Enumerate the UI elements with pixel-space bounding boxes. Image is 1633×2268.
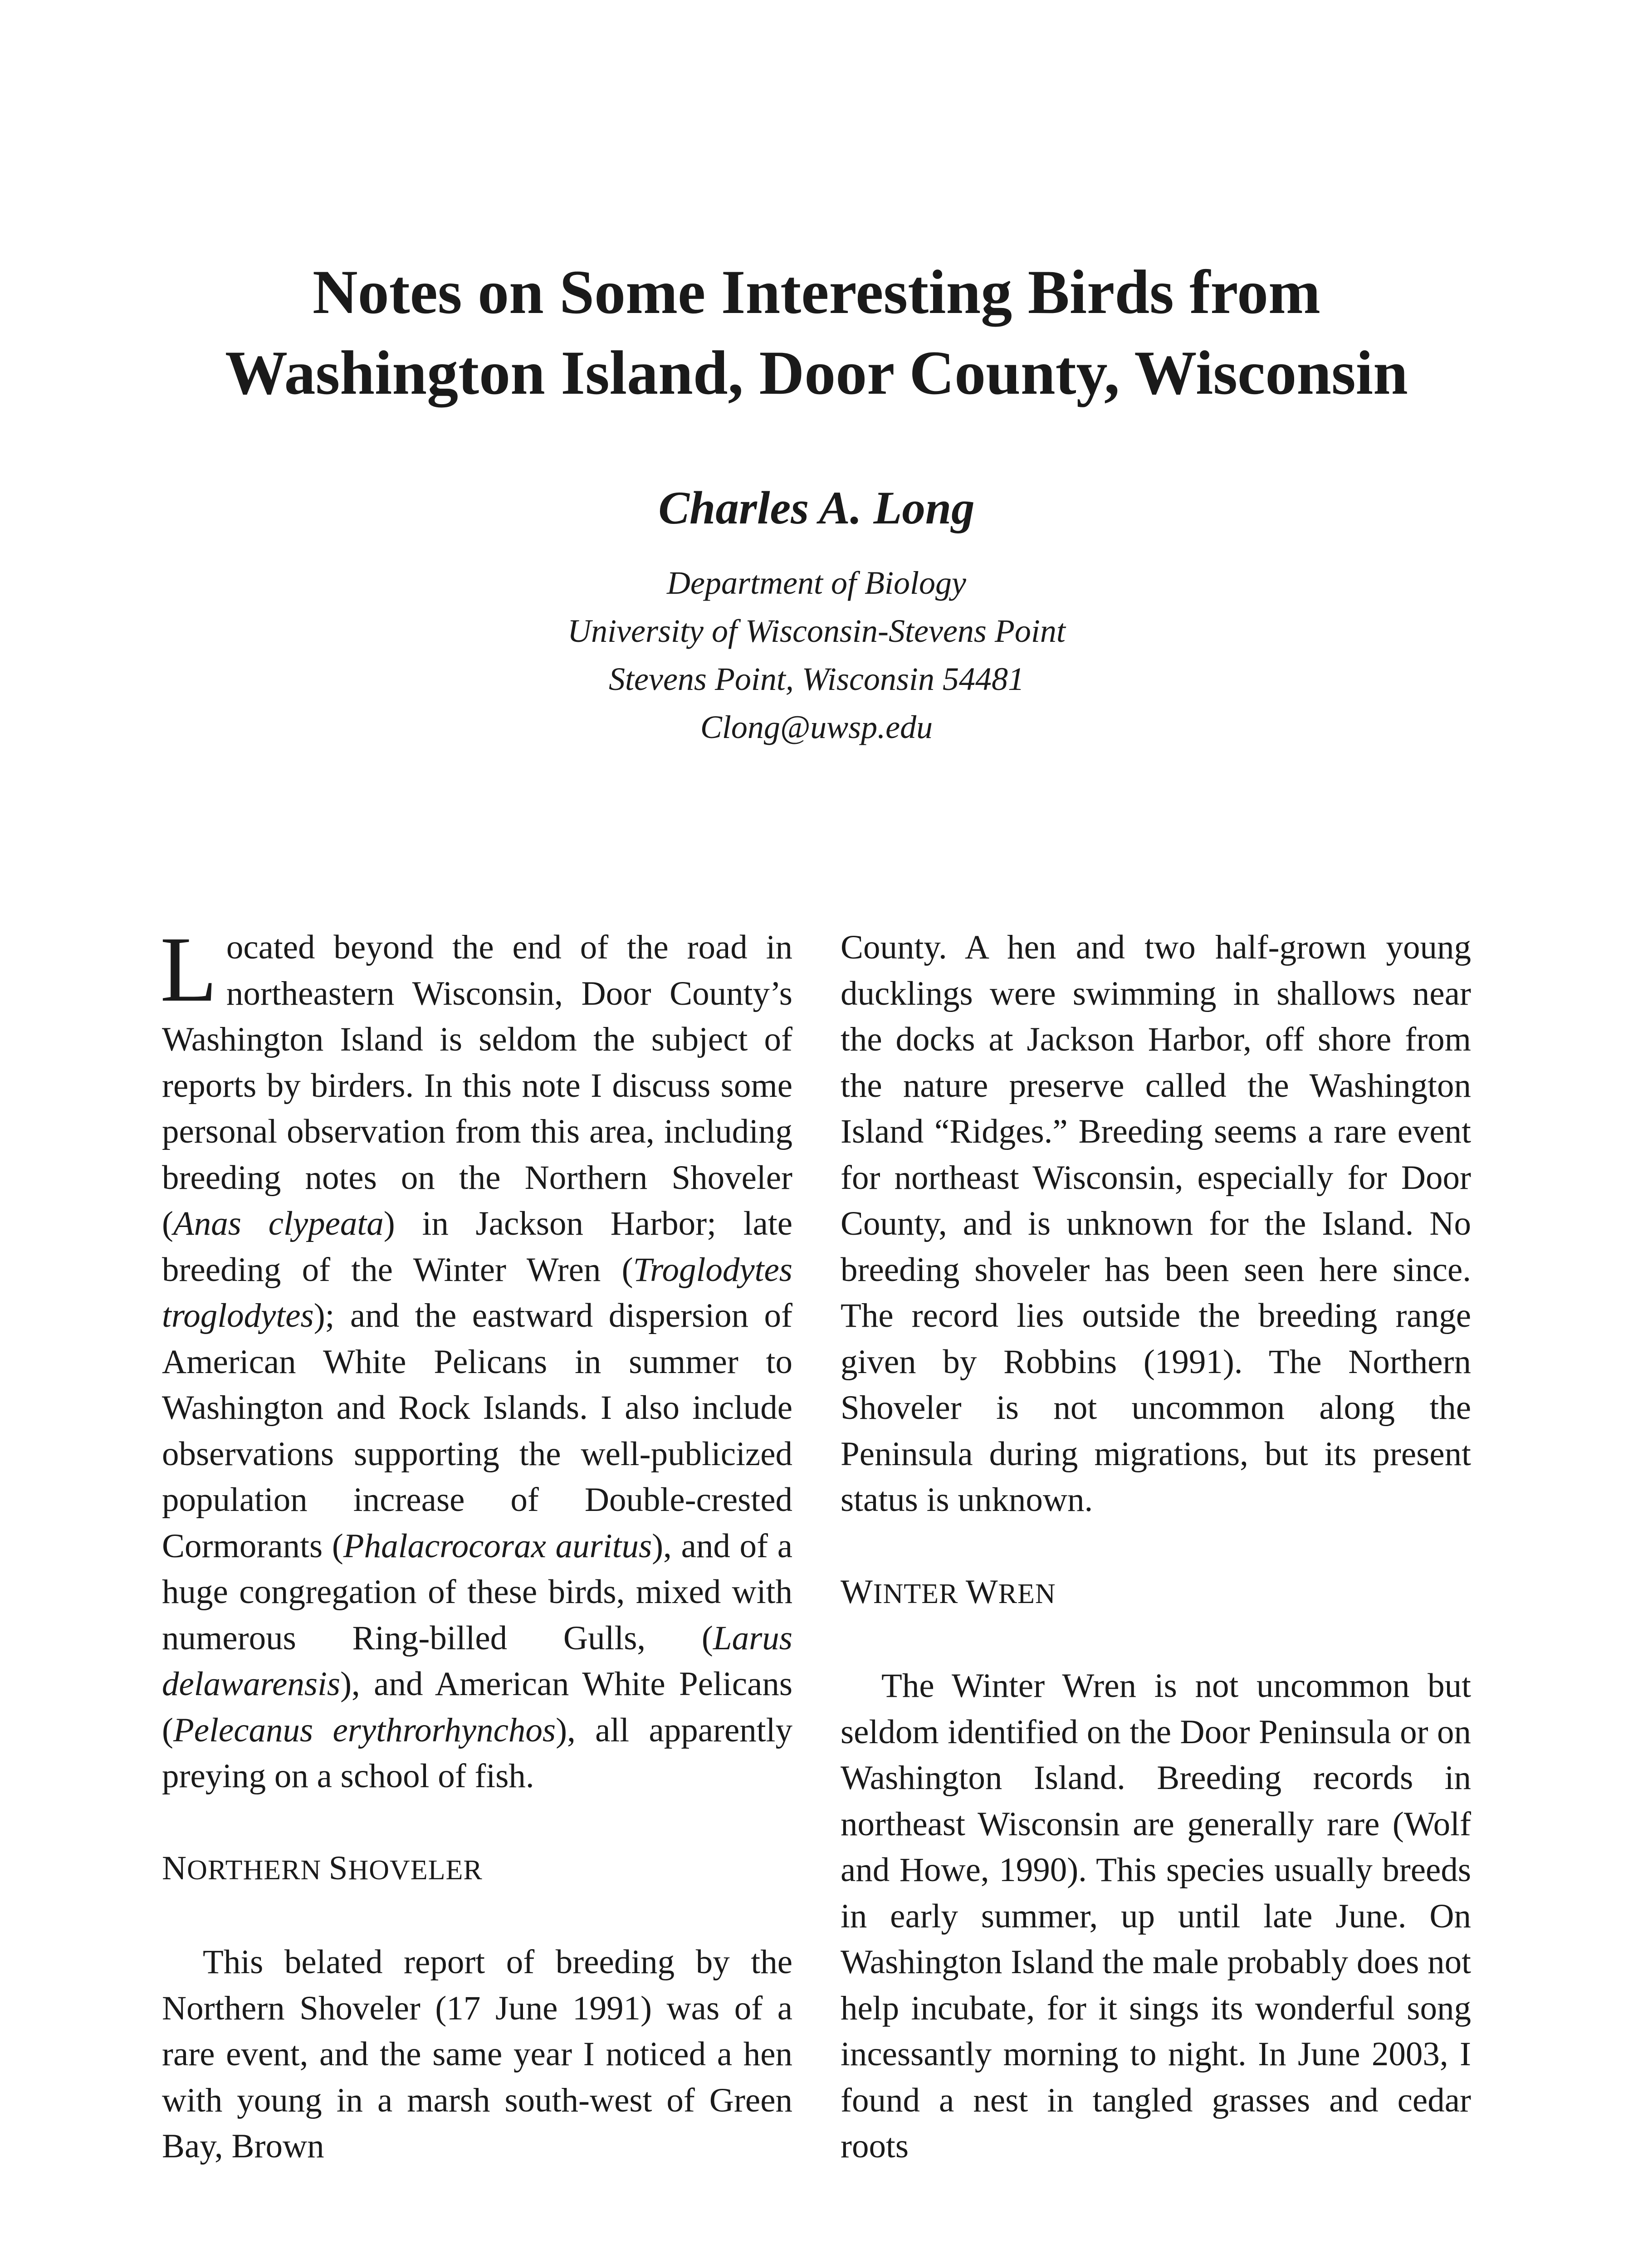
intro-text-2: ) in Jackson Harbor; late breeding of the Winter Wren ( bbox=[162, 1205, 792, 1289]
article-title bbox=[136, 252, 1497, 413]
heading-text: ORTHERN bbox=[187, 1854, 329, 1886]
shoveler-paragraph-2: County. A hen and two half-grown young ducklings were swimming in shallows near the docks at Jackson Harbor, off shore from the nature preserve called the Washington Island “Ridges.” Breeding seems a rare event for northeast Wisconsin, especially for Door County, and is unknown for the Island. No breeding shoveler has been seen here since. The record lies outside the breeding range given by Robbins (1991). The Northern Shoveler is not uncommon along the Peninsula during migrations, but its present status is unknown. bbox=[841, 929, 1471, 1519]
left-column bbox=[160, 917, 793, 2170]
wren-paragraph-1: The Winter Wren is not uncommon but seldom identified on the Door Peninsula or on Washington Island. Breeding records in northeast Wisconsin are generally rare (Wolf and Howe, 1990). This species usually breeds in early summer, up until late June. On Washington Island the male probably does not help incubate, for it sings its wonderful song incessantly morning to night. In June 2003, I found a nest in tangled grasses and cedar roots bbox=[841, 1667, 1471, 2165]
heading-initial: N bbox=[162, 1849, 187, 1887]
intro-text-5: ), and American White Pelicans ( bbox=[162, 1665, 792, 1749]
author-affiliation bbox=[136, 559, 1497, 751]
intro-text-4: ), and of a huge congregation of these birds, mixed with numerous Ring-billed Gulls, ( bbox=[162, 1527, 793, 1657]
title-line-1: Notes on Some Interesting Birds from bbox=[313, 257, 1320, 327]
species-name: Troglodytes troglodytes bbox=[162, 1251, 792, 1334]
right-column bbox=[841, 924, 1471, 2170]
heading-text: HOVELER bbox=[348, 1854, 483, 1886]
shoveler-paragraph-1: This belated report of breeding by the Northern Shoveler (17 June 1991) was of a rare event, and the same year I noticed a hen with young in a marsh south-west of Green Bay, Brown bbox=[162, 1943, 792, 2165]
intro-text-3: ); and the eastward dispersion of American White Pelicans in summer to Washington and Rock Islands. I also include observations supporting the well-publicized population increase of Double-crested Cormorants ( bbox=[162, 1297, 792, 1565]
drop-cap: L bbox=[160, 917, 217, 1021]
heading-initial: W bbox=[841, 1573, 873, 1611]
affiliation-city: Stevens Point, Wisconsin 54481 bbox=[609, 661, 1024, 697]
intro-text-6: ), all apparently preying on a school of fish. bbox=[162, 1711, 792, 1795]
title-line-2: Washington Island, Door County, Wisconsin bbox=[225, 338, 1408, 407]
section-heading-winter-wren bbox=[841, 1569, 1471, 1618]
heading-text: REN bbox=[998, 1578, 1056, 1609]
section-gap bbox=[841, 1617, 1471, 1663]
author-name: Charles A. Long bbox=[658, 482, 975, 534]
section-gap bbox=[162, 1893, 792, 1939]
intro-text-1: ocated beyond the end of the road in northeastern Wisconsin, Door County’s Washington Island is seldom the subject of reports by birders. In this note I discuss some personal observation from this area, including breeding notes on the Northern Shoveler ( bbox=[162, 929, 792, 1242]
heading-initial: S bbox=[328, 1849, 348, 1887]
heading-initial: W bbox=[965, 1573, 998, 1611]
affiliation-department: Department of Biology bbox=[667, 565, 966, 601]
heading-text: INTER bbox=[873, 1578, 966, 1609]
section-gap bbox=[162, 1799, 792, 1845]
species-name: Larus delawarensis bbox=[162, 1619, 792, 1703]
section-gap bbox=[841, 1523, 1471, 1569]
section-heading-northern-shoveler bbox=[162, 1845, 792, 1894]
species-name: Phalacrocorax auritus bbox=[343, 1527, 652, 1565]
affiliation-email: Clong@uwsp.edu bbox=[700, 709, 933, 745]
species-name: Pelecanus erythrorhynchos bbox=[173, 1711, 556, 1749]
intro-paragraph bbox=[160, 917, 793, 1799]
affiliation-university: University of Wisconsin-Stevens Point bbox=[567, 613, 1066, 649]
species-name: Anas clypeata bbox=[173, 1205, 384, 1242]
